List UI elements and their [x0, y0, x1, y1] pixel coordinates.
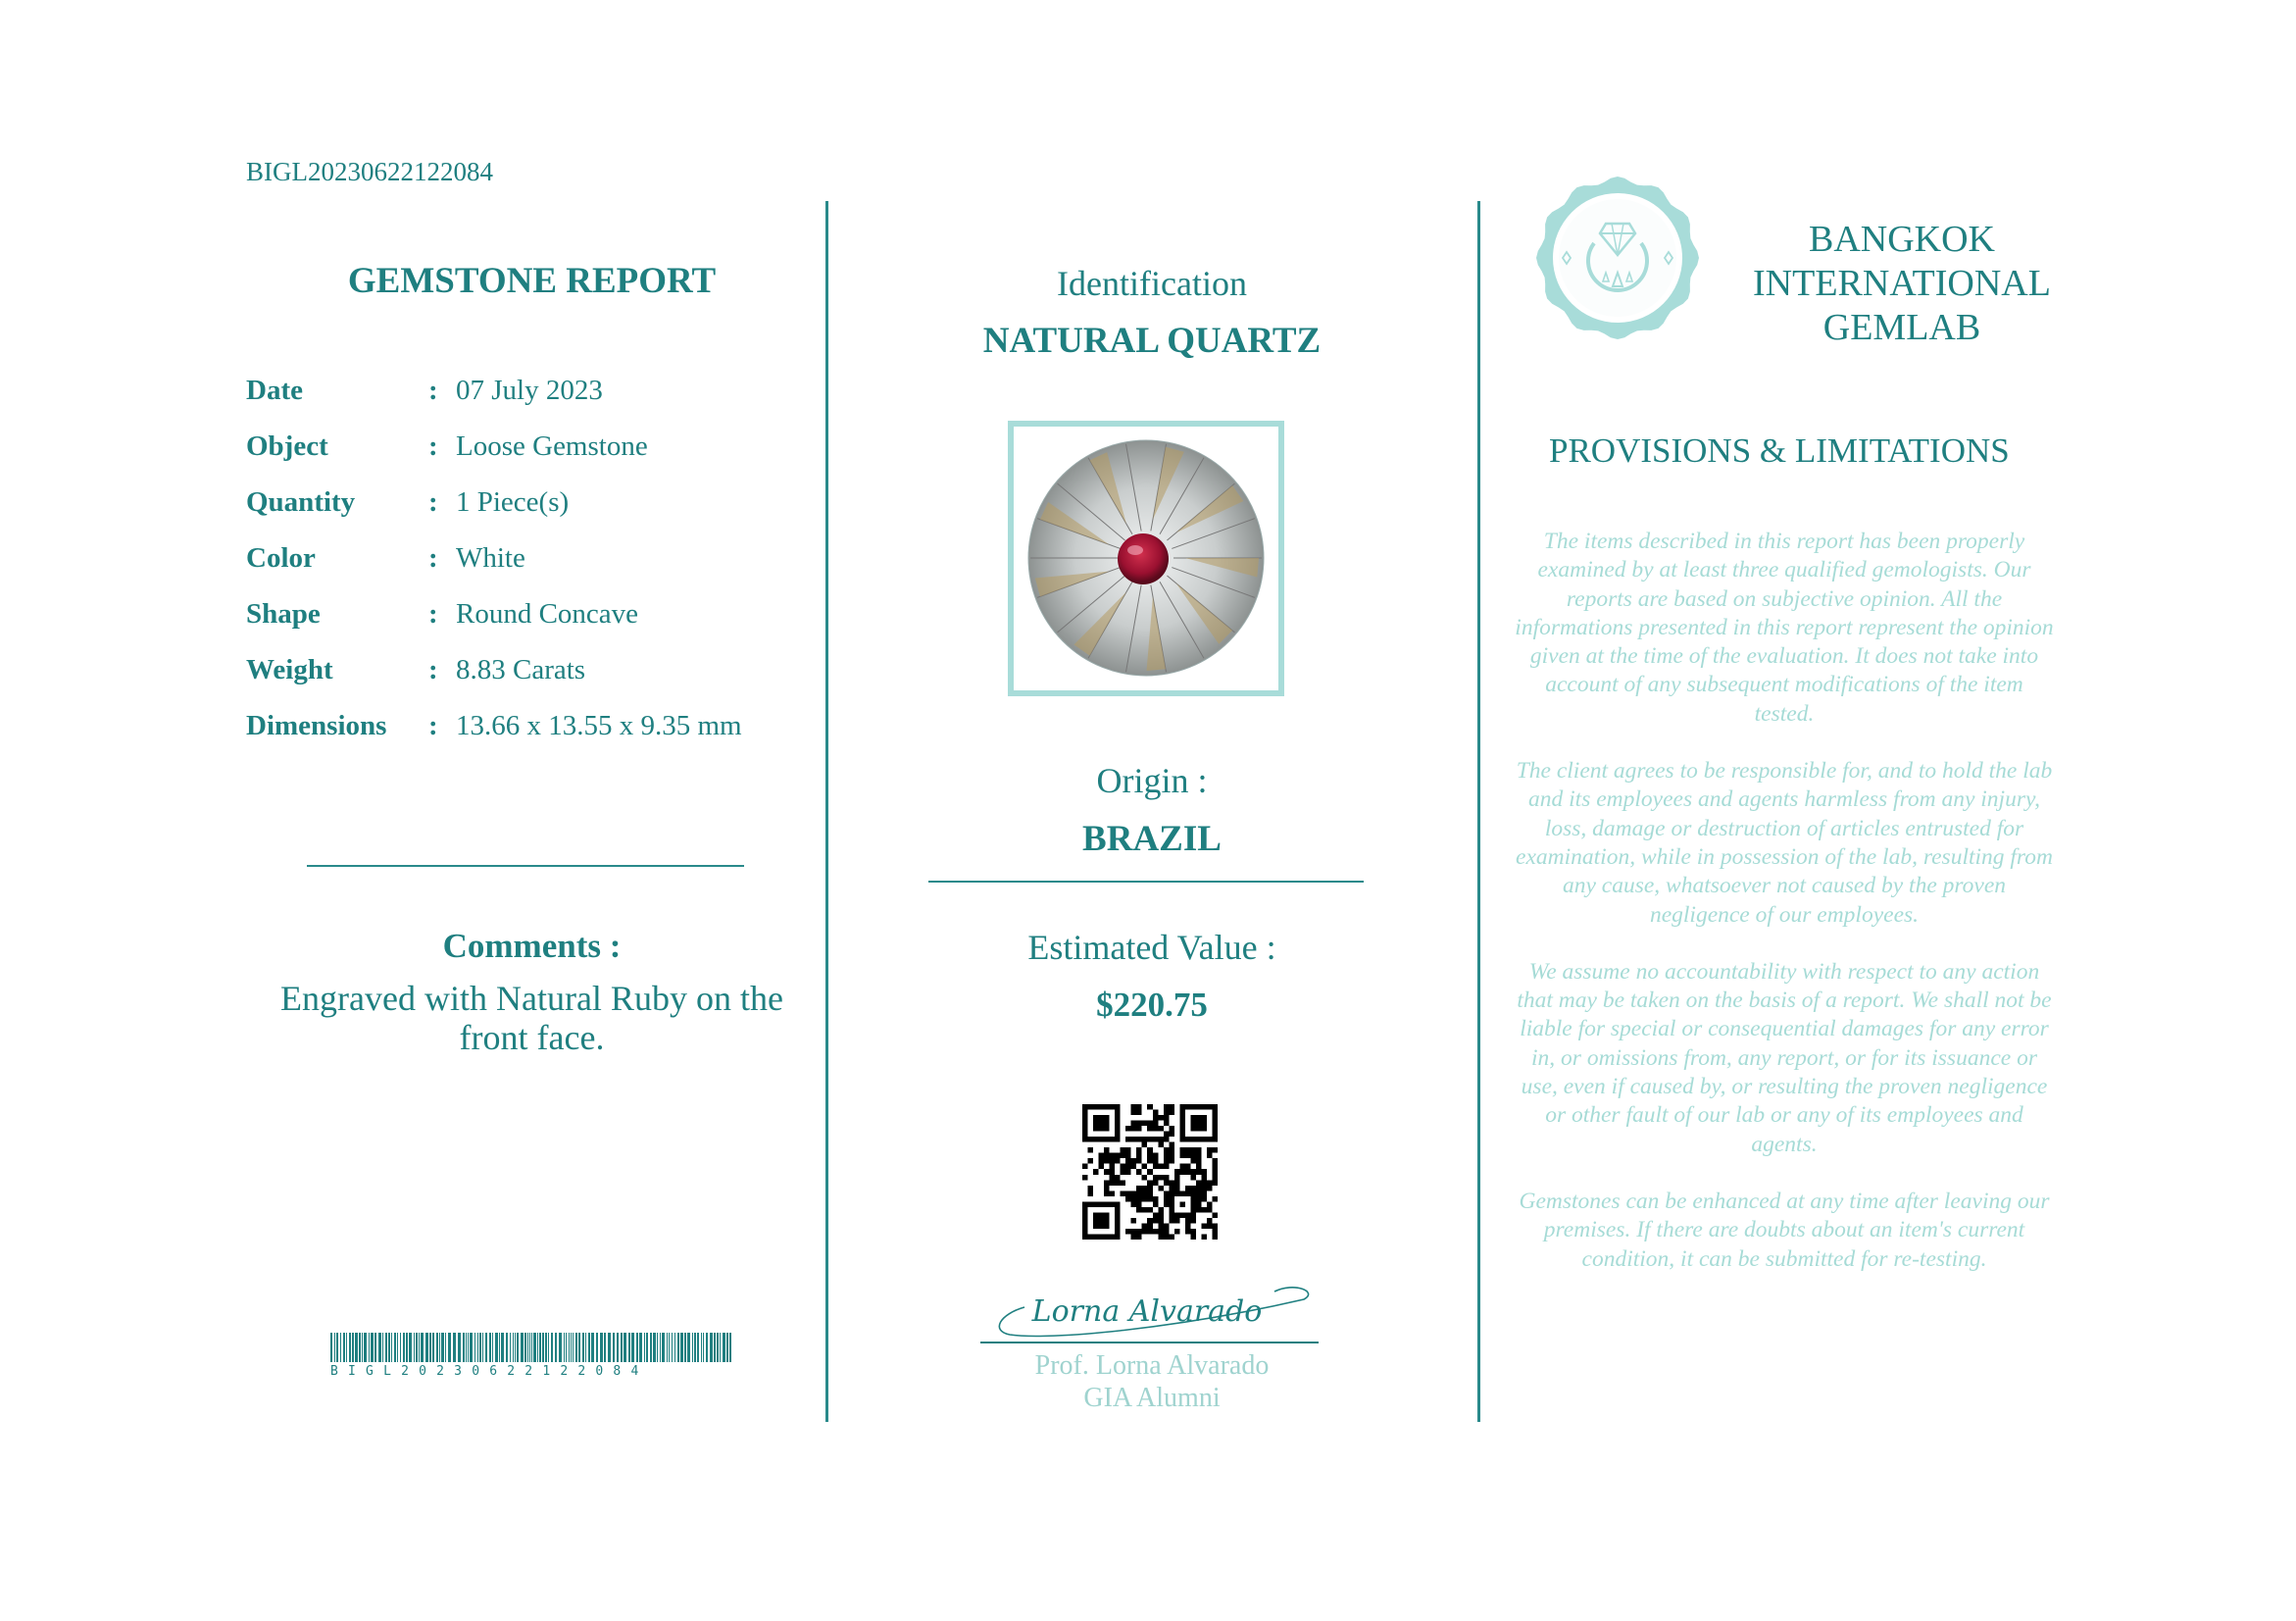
- provision-paragraph: The items described in this report has been properly examined by at least three qualified gemologists. Our reports are based on subjective opinion. All the informations presented in this report represent the opinion given at the time of the evaluation. It does not take into account of any subsequent modifications of the item tested.: [1515, 529, 2054, 727]
- property-label: Date: [246, 375, 303, 406]
- property-label: Quantity: [246, 486, 356, 518]
- lab-name-line: BANGKOK: [1809, 219, 1995, 260]
- gemstone-photo: [1014, 427, 1278, 690]
- property-label: Shape: [246, 598, 321, 630]
- property-colon: :: [428, 375, 438, 406]
- property-value: 1 Piece(s): [456, 486, 570, 518]
- property-colon: :: [428, 542, 438, 574]
- property-value: 8.83 Carats: [456, 654, 586, 685]
- property-value: White: [456, 542, 525, 574]
- property-value: Loose Gemstone: [456, 431, 648, 462]
- lab-name-line: GEMLAB: [1822, 307, 1981, 348]
- gemstone-photo-frame: [1008, 421, 1284, 696]
- provision-paragraph: The client agrees to be responsible for, and to hold the lab and its employees and agents harmless from any injury, loss, damage or destruction of articles entrusted for examination, while in possession of the lab, resulting from any cause, whatsoever not caused by the proven negligence of our employees.: [1516, 758, 2053, 928]
- provision-paragraph: We assume no accountability with respect to any action that may be taken on the basis of a report. We shall not be liable for special or consequential damages for any error in, or omissions from, any report, or for its issuance or use, even if caused by, or resulting the proven negligence or other fault of our lab or any of its employees and agents.: [1517, 958, 2052, 1157]
- identification-value: NATURAL QUARTZ: [982, 321, 1322, 361]
- property-colon: :: [428, 654, 438, 685]
- barcode-text: BIGL20230622122084: [330, 1364, 649, 1379]
- center-divider: [928, 881, 1364, 883]
- provisions-text: [1515, 528, 2054, 1302]
- property-row-dimensions: [246, 710, 795, 766]
- lab-name: [1735, 218, 2069, 350]
- property-label: Color: [246, 542, 316, 574]
- signature-script: Lorna Alvarado: [1031, 1294, 1263, 1329]
- property-row-quantity: [246, 486, 795, 542]
- property-label: Weight: [246, 654, 333, 685]
- signer-name: Prof. Lorna Alvarado: [1034, 1350, 1270, 1381]
- property-colon: :: [428, 486, 438, 518]
- column-divider-left: [825, 201, 828, 1422]
- left-divider: [307, 865, 744, 867]
- property-value: 07 July 2023: [456, 375, 603, 406]
- signature-image: [980, 1270, 1319, 1343]
- property-row-shape: [246, 598, 795, 654]
- property-row-color: [246, 542, 795, 598]
- estimated-value: $220.75: [1096, 986, 1208, 1024]
- report-title: GEMSTONE REPORT: [347, 261, 717, 301]
- property-row-object: [246, 431, 795, 486]
- properties-list: [246, 375, 795, 766]
- property-value: Round Concave: [456, 598, 639, 630]
- barcode-icon: [330, 1333, 732, 1362]
- qr-code-icon: [1082, 1104, 1218, 1240]
- identification-label: Identification: [1057, 264, 1247, 303]
- comments-text: Engraved with Natural Ruby on the front face.: [280, 979, 783, 1057]
- estimated-value-label: Estimated Value :: [1027, 928, 1276, 967]
- comments-title: Comments :: [442, 927, 622, 965]
- gem-seal-logo: [1535, 175, 1700, 341]
- origin-label: Origin :: [1096, 761, 1208, 800]
- property-row-date: [246, 375, 795, 431]
- property-value: 13.66 x 13.55 x 9.35 mm: [456, 710, 742, 741]
- property-colon: :: [428, 431, 438, 462]
- property-colon: :: [428, 598, 438, 630]
- provisions-title: PROVISIONS & LIMITATIONS: [1549, 431, 2010, 470]
- report-id: BIGL20230622122084: [246, 157, 493, 186]
- property-row-weight: [246, 654, 795, 710]
- lab-name-line: INTERNATIONAL: [1753, 263, 2051, 304]
- signer-title: GIA Alumni: [1083, 1383, 1221, 1413]
- property-colon: :: [428, 710, 438, 741]
- property-label: Object: [246, 431, 328, 462]
- provision-paragraph: Gemstones can be enhanced at any time after leaving our premises. If there are doubts about an item's current condition, it can be submitted for re-testing.: [1519, 1188, 2050, 1272]
- origin-value: BRAZIL: [1082, 819, 1222, 859]
- property-label: Dimensions: [246, 710, 387, 741]
- column-divider-right: [1477, 201, 1480, 1422]
